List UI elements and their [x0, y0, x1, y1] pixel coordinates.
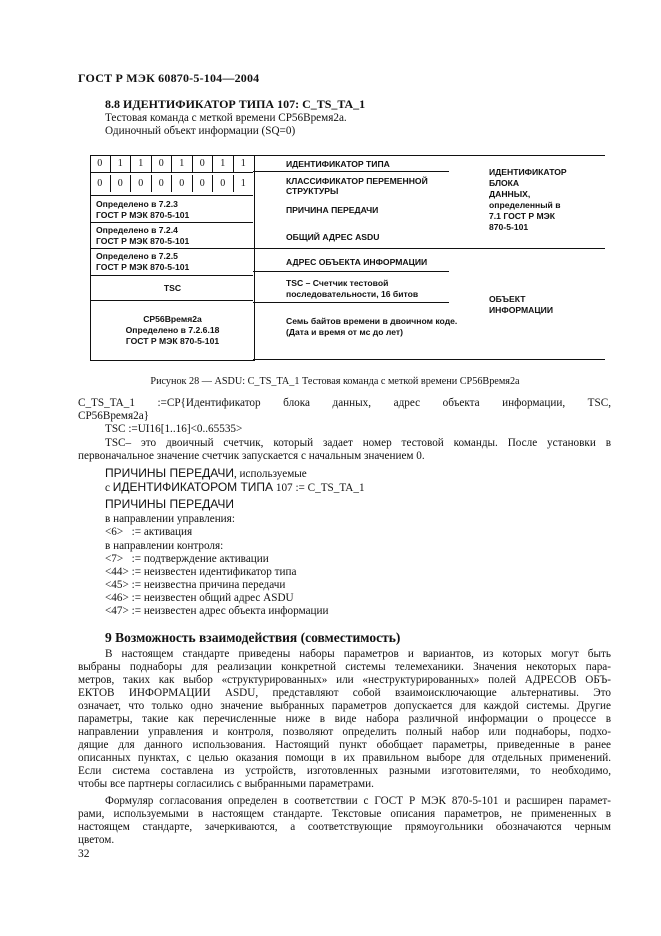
dui-divider	[253, 248, 605, 249]
monitor-direction: в направлении контроля:	[105, 540, 224, 552]
dui-label-3: ДАННЫХ,	[489, 189, 531, 199]
control-direction: в направлении управления:	[105, 513, 235, 525]
asdu-cell-line1: Определено в 7.2.4	[96, 225, 178, 235]
para-line: Формуляр согласования определен в соответствии с ГОСТ Р МЭК 870-5-101 и расширен парамет-	[105, 795, 611, 807]
cot-title-rest: , используемые	[233, 468, 307, 480]
para-line: цветом.	[78, 834, 115, 846]
time-cell-line2: Определено в 7.2.6.18	[125, 325, 220, 335]
dui-label-4: определенный в	[489, 200, 561, 210]
label-divider	[253, 302, 449, 303]
dui-label-6: 870-5-101	[489, 222, 529, 232]
cot-47: <47> := неизвестен адрес объекта информации	[105, 605, 329, 617]
label-asdu-address: ОБЩИЙ АДРЕС ASDU	[286, 232, 380, 242]
document-header: ГОСТ Р МЭК 60870-5-104—2004	[78, 71, 260, 85]
bit: 0	[172, 175, 193, 192]
vsq-bits	[90, 175, 253, 192]
asdu-diagram	[90, 155, 605, 361]
bit: 1	[240, 158, 246, 169]
cot-cell-line2: ГОСТ Р МЭК 870-5-101	[96, 210, 190, 220]
row-divider	[90, 222, 253, 223]
bit: 0	[213, 175, 234, 192]
dui-label-2: БЛОКА	[489, 178, 520, 188]
bit: 1	[131, 155, 152, 172]
para-line: описанных пунктах, с целью оказания помощи в их правильном выборе для отдельных применений.	[78, 752, 611, 764]
diagram-top-line	[253, 155, 605, 156]
bit: 0	[131, 175, 152, 192]
def-c-ts-ta-1-a: C_TS_TA_1 :=CP{Идентификатор блока данных, адрес объекта информации, TSC,	[78, 397, 611, 409]
bit: 0	[111, 175, 132, 192]
para-line: направлении управления и контроля, позволяют определить полный набор или поднаборы, подхо-	[78, 726, 611, 738]
cot-heading: ПРИЧИНЫ ПЕРЕДАЧИ	[105, 497, 234, 511]
para-line: Если система составлена из устройств, изготовленных разными изготовителями, то необходимо,	[78, 765, 611, 777]
section-9-para2	[78, 795, 611, 847]
dui-label-5: 7.1 ГОСТ Р МЭК	[489, 211, 556, 221]
para-line: рами, используемыми в настоящем стандарте. Текстовые описания параметров, не примененных в	[78, 808, 611, 820]
para-line: настоящем стандарте, зачеркиваются, а соответствующие прямоугольники обозначаются черным	[78, 821, 611, 833]
cot-with-caps: ИДЕНТИФИКАТОРОМ ТИПА	[112, 480, 274, 494]
bit: 0	[193, 155, 214, 172]
dui-label-1: ИДЕНТИФИКАТОР	[489, 167, 567, 177]
label-type-id: ИДЕНТИФИКАТОР ТИПА	[286, 159, 390, 169]
para-line: метров, таких как выбор «структурированных» или «неструктурированных» полей АДРЕСОВ ОБЪ-	[78, 674, 611, 686]
cot-44: <44> := неизвестен идентификатор типа	[105, 566, 297, 578]
bit: 0	[90, 155, 111, 172]
ioa-cell-line2: ГОСТ Р МЭК 870-5-101	[96, 262, 190, 272]
def-tsc-desc-a: TSC– это двоичный счетчик, который задает номер тестовой команды. После установки в	[105, 437, 611, 449]
tsc-cell: TSC	[163, 283, 182, 293]
figure-caption: Рисунок 28 — ASDU: C_TS_TA_1 Тестовая команда с меткой времени CP56Время2а	[150, 376, 520, 387]
diagram-bottom-line	[253, 359, 605, 360]
info-object-label-2: ИНФОРМАЦИИ	[489, 305, 554, 315]
page-number: 32	[78, 848, 90, 860]
section-8-8-line2: Одиночный объект информации (SQ=0)	[105, 125, 296, 137]
asdu-cell-line2: ГОСТ Р МЭК 870-5-101	[96, 236, 190, 246]
label-time-1: Семь байтов времени в двоичном коде.	[286, 316, 458, 326]
label-divider	[253, 171, 449, 172]
label-tsc-1: TSC – Счетчик тестовой	[286, 278, 389, 288]
cot-cell-line1: Определено в 7.2.3	[96, 199, 178, 209]
para-line: ЕКТОВ ИНФОРМАЦИИ ASDU, представляют собой взаимоисключающие альтернативы. Это	[78, 687, 611, 699]
bit: 1	[172, 155, 193, 172]
cot-6: <6> := активация	[105, 526, 193, 538]
para-line: чтобы все партнеры согласились с выбранными параметрами.	[78, 778, 374, 790]
cot-7: <7> := подтверждение активации	[105, 553, 269, 565]
cot-46: <46> := неизвестен общий адрес ASDU	[105, 592, 294, 604]
bit: 0	[193, 175, 214, 192]
row-divider	[90, 172, 253, 173]
section-8-8-title: 8.8 ИДЕНТИФИКАТОР ТИПА 107: C_TS_TA_1	[105, 97, 366, 111]
section-8-8-line1: Тестовая команда с меткой времени CP56Время2а.	[105, 112, 347, 124]
para-line: В настоящем стандарте приведены наборы параметров и вариантов, из которых могут быть	[105, 648, 611, 660]
label-ioa: АДРЕС ОБЪЕКТА ИНФОРМАЦИИ	[286, 257, 428, 267]
row-divider	[90, 248, 253, 249]
info-object-label-1: ОБЪЕКТ	[489, 294, 526, 304]
para-line: выбраны подн​аборы для реализации конкретной системы телемеханики. Значения некоторых пара-	[78, 661, 611, 673]
time-cell-line1: CP56Время2а	[143, 314, 202, 324]
label-vsq-1: КЛАССИФИКАТОР ПЕРЕМЕННОЙ	[286, 176, 428, 186]
section-9-title: 9 Возможность взаимодействия (совместимость)	[105, 630, 401, 645]
cot-with-prefix: с	[105, 482, 113, 494]
label-cot: ПРИЧИНА ПЕРЕДАЧИ	[286, 205, 379, 215]
bit: 1	[111, 155, 132, 172]
para-line: дящие для данного использования. Настоящий пункт обобщает параметры, приведенные в ранее	[78, 739, 611, 751]
label-vsq-2: СТРУКТУРЫ	[286, 186, 339, 196]
para-line: означает, что только одно значение выбранных параметров допускается для каждой системы. Другие	[78, 700, 611, 712]
ioa-cell-line1: Определено в 7.2.5	[96, 251, 178, 261]
def-c-ts-ta-1-b: CP56Время2а}	[78, 410, 150, 422]
label-divider	[253, 271, 449, 272]
def-tsc-desc-b: первоначальное значение счетчик запускается с начальным значением 0.	[78, 450, 425, 462]
row-divider	[90, 195, 253, 196]
type-id-bits	[90, 155, 253, 172]
label-time-2: (Дата и время от мс до лет)	[286, 327, 403, 337]
bit: 0	[90, 175, 111, 192]
row-divider	[90, 300, 253, 301]
cot-title	[105, 467, 307, 481]
def-tsc-type: TSC :=UI16[1..16]<0..65535>	[105, 423, 243, 435]
para-line: параметры, такие как перечисленные ниже в виде набора различной информации о процессе в	[78, 713, 611, 725]
bit: 0	[152, 175, 173, 192]
section-9-para1	[78, 648, 611, 791]
cot-with-rest: 107 := C_TS_TA_1	[273, 482, 365, 494]
bit: 1	[213, 155, 234, 172]
row-divider	[90, 275, 253, 276]
cot-with-line	[105, 481, 365, 495]
label-tsc-2: последовательности, 16 битов	[286, 289, 419, 299]
bit: 0	[152, 155, 173, 172]
cot-45: <45> := неизвестна причина передачи	[105, 579, 286, 591]
cot-title-caps: ПРИЧИНЫ ПЕРЕДАЧИ	[105, 466, 234, 480]
bit: 1	[240, 178, 246, 189]
time-cell-line3: ГОСТ Р МЭК 870-5-101	[125, 336, 220, 346]
